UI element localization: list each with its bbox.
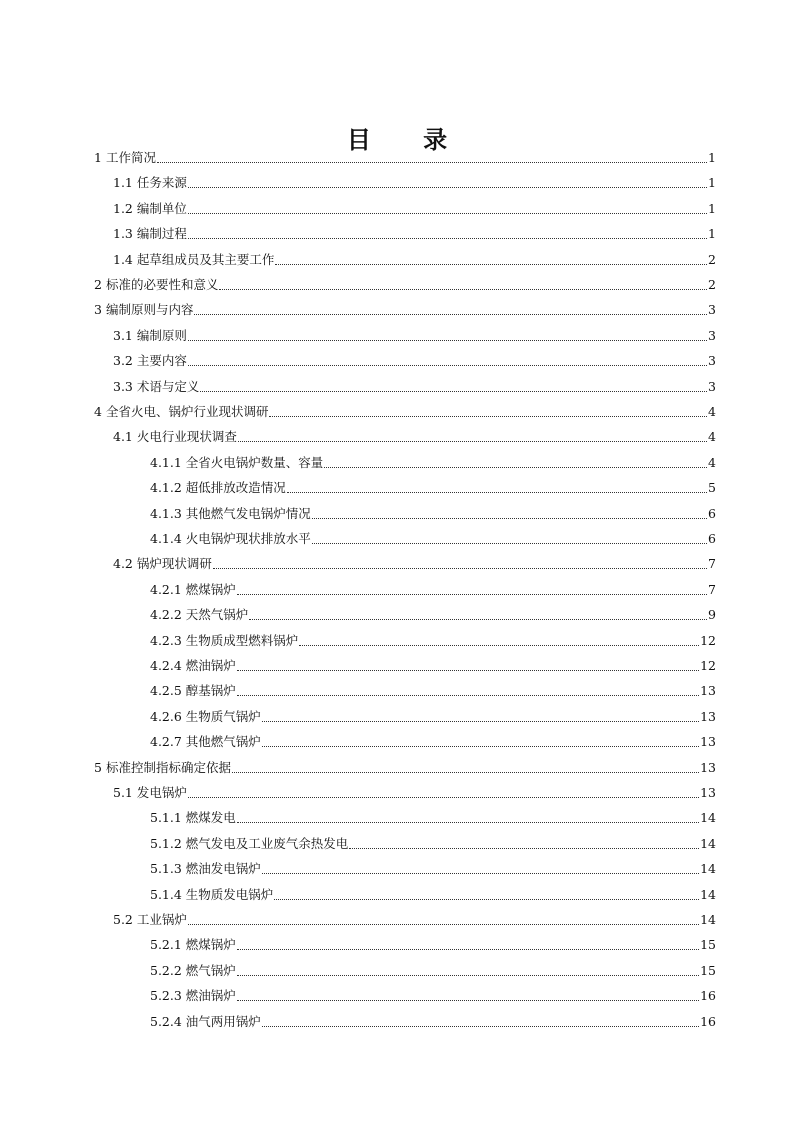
toc-entry[interactable] [150, 679, 716, 703]
toc-entry-page-number: 15 [700, 962, 716, 978]
toc-entry-number: 1.3 [113, 226, 137, 242]
toc-entry[interactable] [94, 298, 716, 322]
toc-entry-title: 编制原则 [136, 327, 187, 343]
toc-entry-page-number: 9 [708, 607, 716, 623]
dot-leader [188, 923, 699, 925]
dot-leader [200, 390, 707, 392]
toc-entry-number: 5.2.2 [150, 962, 186, 978]
toc-entry-number: 4.2.1 [150, 581, 186, 597]
dot-leader [237, 821, 699, 823]
dot-leader [232, 771, 699, 773]
dot-leader [324, 466, 707, 468]
toc-entry-title: 火电锅炉现状排放水平 [185, 531, 311, 546]
toc-entry-page-number: 14 [700, 912, 716, 927]
toc-entry-title: 火电行业现状调查 [136, 429, 237, 445]
toc-entry-number: 1.1 [113, 175, 137, 191]
toc-entry-number: 4.2.5 [150, 683, 186, 699]
toc-entry[interactable] [150, 883, 716, 907]
toc-entry-page-number: 5 [708, 480, 716, 496]
toc-entry-page-number: 1 [708, 226, 716, 242]
toc-entry[interactable] [150, 806, 716, 830]
toc-entry-page-number: 14 [700, 810, 716, 826]
toc-entry-number: 4.2.4 [150, 658, 186, 673]
toc-entry[interactable] [150, 603, 716, 627]
toc-entry-page-number: 14 [700, 835, 716, 851]
toc-entry[interactable] [150, 629, 716, 653]
toc-entry-title: 其他燃气发电锅炉情况 [185, 505, 311, 521]
dot-leader [237, 974, 699, 976]
toc-entry-title: 燃气锅炉 [185, 962, 236, 978]
toc-entry-title: 其他燃气锅炉 [185, 734, 261, 750]
toc-entry[interactable] [94, 273, 716, 297]
dot-leader [237, 669, 699, 671]
toc-entry-page-number: 2 [708, 277, 716, 292]
toc-entry-title: 锅炉现状调研 [136, 556, 212, 572]
toc-entry-page-number: 16 [700, 988, 716, 1004]
dot-leader [262, 745, 699, 747]
toc-entry-number: 5 [94, 759, 106, 775]
toc-entry[interactable] [94, 756, 716, 780]
toc-entry-number: 3 [94, 302, 106, 318]
dot-leader [287, 491, 707, 493]
toc-entry-title: 起草组成员及其主要工作 [136, 251, 275, 267]
toc-entry[interactable] [150, 578, 716, 602]
dot-leader [262, 720, 699, 722]
toc-entry-page-number: 4 [708, 404, 716, 419]
toc-entry[interactable] [150, 857, 716, 881]
dot-leader [238, 440, 707, 442]
toc-entry[interactable] [113, 781, 716, 805]
dot-leader [213, 567, 707, 569]
toc-entry-number: 5.1.3 [150, 861, 186, 877]
toc-entry-title: 工业锅炉 [136, 912, 187, 927]
toc-entry-title: 超低排放改造情况 [185, 480, 286, 496]
toc-entry-number: 3.2 [113, 353, 137, 369]
toc-entry-title: 燃气发电及工业废气余热发电 [185, 835, 349, 851]
toc-entry-number: 5.2.3 [150, 988, 186, 1004]
toc-entry-number: 4.2.6 [150, 708, 186, 724]
toc-entry-number: 4.2.2 [150, 607, 186, 623]
toc-entry-title: 燃油发电锅炉 [185, 861, 261, 877]
toc-entry[interactable] [113, 171, 716, 195]
toc-entry-page-number: 4 [708, 429, 716, 445]
toc-entry[interactable] [150, 527, 716, 551]
toc-entry-title: 编制单位 [136, 200, 187, 216]
toc-entry-title: 生物质成型燃料锅炉 [185, 632, 299, 648]
toc-entry-title: 任务来源 [136, 175, 187, 191]
toc-entry[interactable] [150, 832, 716, 856]
dot-leader [188, 364, 707, 366]
toc-entry-number: 4.1 [113, 429, 137, 445]
toc-entry-title: 发电锅炉 [136, 785, 187, 800]
dot-leader [312, 517, 707, 519]
dot-leader [188, 237, 707, 239]
toc-entry-title: 燃煤锅炉 [185, 581, 236, 597]
toc-entry-title: 全省火电、锅炉行业现状调研 [105, 404, 269, 419]
toc-entry-title: 燃煤锅炉 [185, 937, 236, 953]
toc-entry-page-number: 1 [708, 150, 716, 165]
toc-entry-title: 编制过程 [136, 226, 187, 242]
toc-entry-page-number: 3 [708, 302, 716, 318]
dot-leader [188, 796, 699, 798]
toc-entry-page-number: 13 [700, 683, 716, 699]
dot-leader [269, 415, 707, 417]
dot-leader [262, 872, 699, 874]
toc-entry-page-number: 15 [700, 937, 716, 953]
toc-entry-page-number: 13 [700, 785, 716, 800]
toc-entry-page-number: 1 [708, 200, 716, 216]
toc-entry[interactable] [150, 654, 716, 678]
toc-entry-number: 3.3 [113, 378, 137, 394]
toc-entry-number: 1 [94, 150, 106, 165]
toc-entry-number: 2 [94, 277, 106, 292]
dot-leader [188, 186, 707, 188]
toc-entry-page-number: 6 [708, 505, 716, 521]
toc-entry-page-number: 13 [700, 708, 716, 724]
toc-entry-number: 5.1 [113, 785, 137, 800]
toc-entry-number: 5.2.4 [150, 1013, 186, 1029]
toc-entry[interactable] [150, 451, 716, 475]
toc-entry-title: 燃煤发电 [185, 810, 236, 826]
dot-leader [274, 898, 699, 900]
dot-leader [237, 999, 699, 1001]
toc-entry-title: 燃油锅炉 [185, 988, 236, 1004]
toc-entry-page-number: 7 [708, 556, 716, 572]
toc-entry-page-number: 14 [700, 886, 716, 902]
toc-entry-page-number: 13 [700, 759, 716, 775]
toc-entry-page-number: 13 [700, 734, 716, 750]
toc-entry-page-number: 3 [708, 327, 716, 343]
toc-entry-page-number: 12 [700, 632, 716, 648]
toc-entry-page-number: 1 [708, 175, 716, 191]
toc-entry[interactable] [150, 730, 716, 754]
toc-entry-number: 5.1.1 [150, 810, 186, 826]
dot-leader [237, 948, 699, 950]
toc-entry-title: 标准控制指标确定依据 [105, 759, 231, 775]
toc-entry-number: 5.2.1 [150, 937, 186, 953]
toc-entry[interactable] [94, 400, 716, 424]
toc-entry-title: 燃油锅炉 [185, 658, 236, 673]
toc-entry[interactable] [94, 146, 716, 170]
toc-entry-title: 主要内容 [136, 353, 187, 369]
toc-entry[interactable] [113, 425, 716, 449]
toc-entry-number: 3.1 [113, 327, 137, 343]
toc-entry-number: 4.1.1 [150, 454, 186, 470]
toc-entry[interactable] [150, 984, 716, 1008]
toc-entry-number: 5.1.2 [150, 835, 186, 851]
toc-entry[interactable] [113, 197, 716, 221]
toc-entry[interactable] [113, 248, 716, 272]
toc-entry-title: 编制原则与内容 [105, 302, 194, 318]
dot-leader [275, 263, 707, 265]
dot-leader [349, 847, 699, 849]
toc-entry-number: 4.2.7 [150, 734, 186, 750]
dot-leader [237, 694, 699, 696]
toc-entry[interactable] [150, 705, 716, 729]
toc-entry-page-number: 2 [708, 251, 716, 267]
toc-entry[interactable] [150, 476, 716, 500]
toc-entry-number: 4.1.2 [150, 480, 186, 496]
toc-entry[interactable] [113, 552, 716, 576]
dot-leader [312, 542, 707, 544]
toc-entry[interactable] [113, 375, 716, 399]
toc-entry-title: 标准的必要性和意义 [105, 277, 219, 292]
toc-entry-number: 4 [94, 404, 106, 419]
toc-entry-number: 4.1.4 [150, 531, 186, 546]
toc-entry[interactable] [150, 933, 716, 957]
dot-leader [219, 288, 707, 290]
toc-entry-number: 1.2 [113, 200, 137, 216]
dot-leader [237, 593, 707, 595]
toc-entry-page-number: 16 [700, 1013, 716, 1029]
page-title: 目 录 [346, 125, 470, 155]
toc-entry-title: 油气两用锅炉 [185, 1013, 261, 1029]
toc-entry-title: 生物质气锅炉 [185, 708, 261, 724]
dot-leader [262, 1025, 699, 1027]
toc-entry-number: 4.2 [113, 556, 137, 572]
toc-entry-number: 1.4 [113, 251, 137, 267]
toc-entry-number: 4.1.3 [150, 505, 186, 521]
dot-leader [249, 618, 707, 620]
toc-entry-title: 全省火电锅炉数量、容量 [185, 454, 324, 470]
dot-leader [157, 161, 707, 163]
toc-entry-number: 4.2.3 [150, 632, 186, 648]
toc-entry[interactable] [150, 959, 716, 983]
toc-entry-title: 术语与定义 [136, 378, 200, 394]
dot-leader [194, 313, 707, 315]
toc-entry-page-number: 4 [708, 454, 716, 470]
dot-leader [188, 212, 707, 214]
toc-entry-page-number: 3 [708, 378, 716, 394]
toc-entry-page-number: 12 [700, 658, 716, 673]
toc-entry-title: 醇基锅炉 [185, 683, 236, 699]
toc-entry[interactable] [113, 324, 716, 348]
toc-entry[interactable] [113, 908, 716, 932]
toc-entry-title: 工作简况 [105, 150, 156, 165]
toc-entry-page-number: 6 [708, 531, 716, 546]
toc-entry-number: 5.1.4 [150, 886, 186, 902]
toc-entry-page-number: 7 [708, 581, 716, 597]
toc-entry-title: 生物质发电锅炉 [185, 886, 274, 902]
toc-entry-number: 5.2 [113, 912, 137, 927]
toc-entry-page-number: 3 [708, 353, 716, 369]
toc-entry[interactable] [113, 349, 716, 373]
toc-entry[interactable] [150, 1010, 716, 1034]
toc-entry-page-number: 14 [700, 861, 716, 877]
dot-leader [299, 644, 699, 646]
toc-entry-title: 天然气锅炉 [185, 607, 249, 623]
dot-leader [188, 339, 707, 341]
toc-entry[interactable] [150, 502, 716, 526]
toc-entry[interactable] [113, 222, 716, 246]
